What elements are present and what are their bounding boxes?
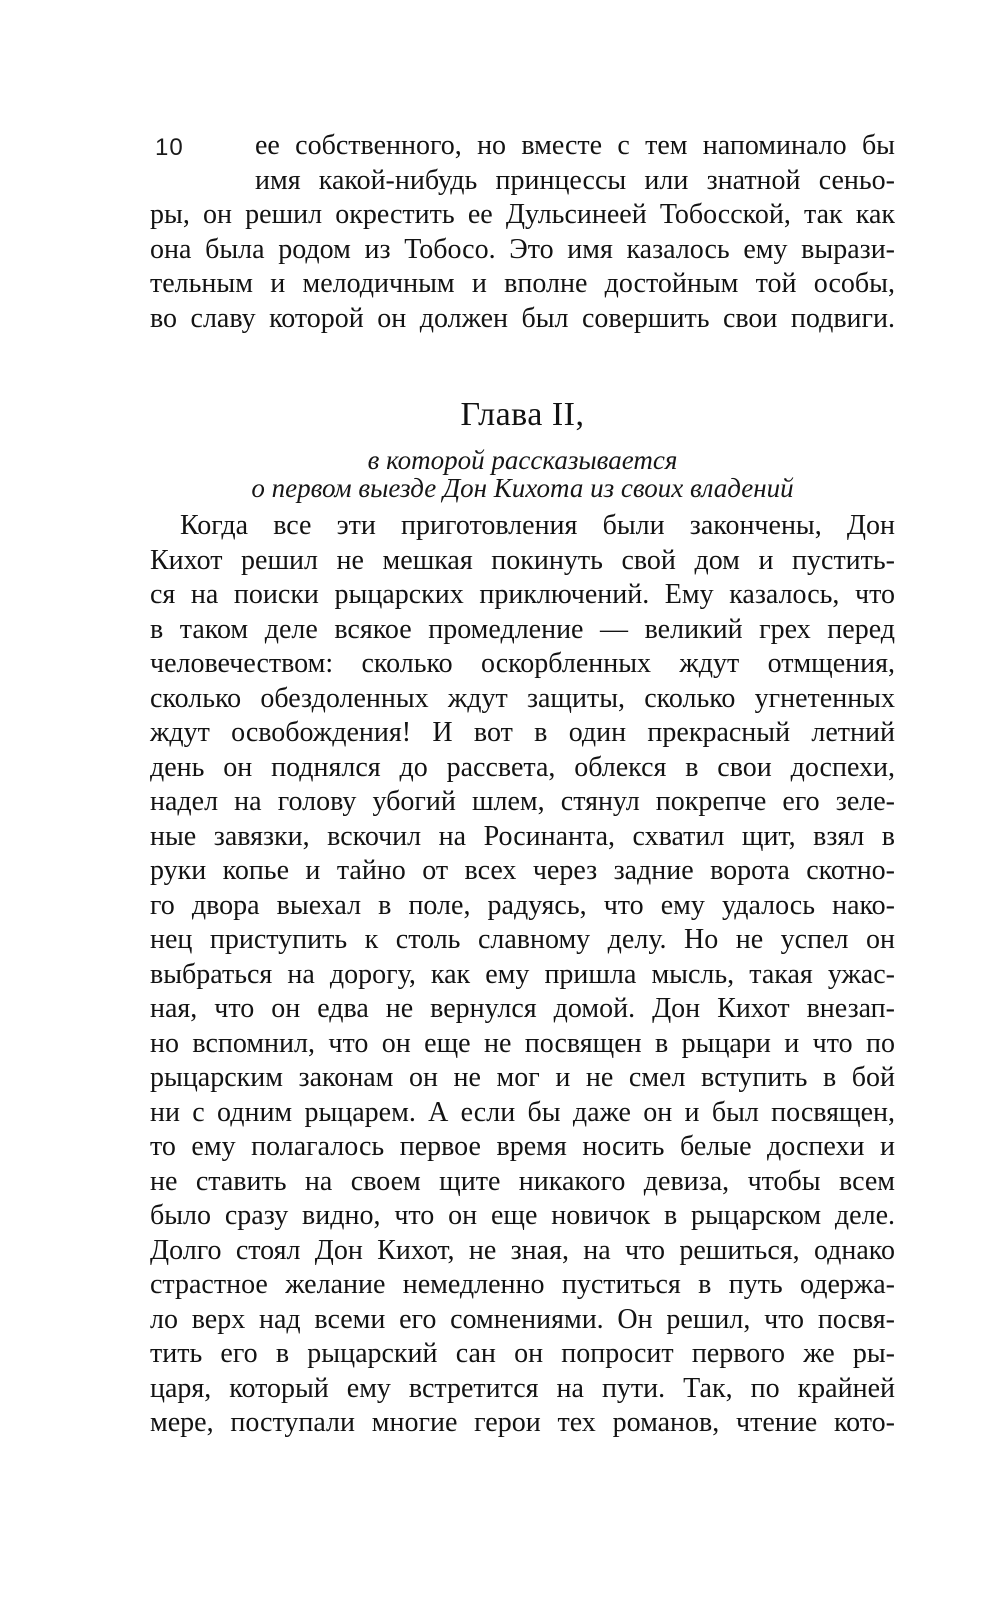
chapter-subtitle-line: о первом выезде Дон Кихота из своих владений bbox=[251, 473, 794, 503]
text-line: страстное желание немедленно пуститься в путь одержа- bbox=[150, 1269, 895, 1300]
text-line: Когда все эти приготовления были закончены, Дон bbox=[180, 510, 895, 541]
text-line: руки копье и тайно от всех через задние ворота скотно- bbox=[150, 855, 895, 886]
chapter-subtitle-line: в которой рассказывается bbox=[367, 445, 678, 475]
text-line: мере, поступали многие герои тех романов, чтение кото- bbox=[150, 1407, 895, 1438]
text-line: ло верх над всеми его сомнениями. Он решил, что посвя- bbox=[150, 1303, 895, 1335]
text-line: то ему полагалось первое время носить белые доспехи и bbox=[150, 1131, 895, 1162]
text-line: имя какой-нибудь принцессы или знатной сеньо- bbox=[255, 164, 895, 196]
text-line: сколько обездоленных ждут защиты, сколько угнетенных bbox=[150, 682, 895, 714]
text-line: было сразу видно, что он еще новичок в рыцарском деле. bbox=[150, 1200, 895, 1231]
chapter-heading: Глава II, bbox=[460, 396, 585, 433]
text-line: ся на поиски рыцарских приключений. Ему казалось, что bbox=[150, 579, 895, 610]
text-line: в таком деле всякое промедление — великий грех перед bbox=[150, 613, 895, 645]
text-line: но вспомнил, что он еще не посвящен в рыцари и что по bbox=[150, 1027, 895, 1059]
text-block bbox=[150, 129, 895, 1441]
text-line: день он поднялся до рассвета, облекся в свои доспехи, bbox=[150, 751, 895, 783]
text-line: она была родом из Тобосо. Это имя казалось ему вырази- bbox=[150, 233, 895, 265]
text-line: человечеством: сколько оскорбленных ждут отмщения, bbox=[150, 648, 895, 679]
chapter-subtitle bbox=[150, 446, 895, 502]
text-line: ни с одним рыцарем. А если бы даже он и был посвящен, bbox=[150, 1096, 895, 1128]
text-line: ные завязки, вскочил на Росинанта, схватил щит, взял в bbox=[150, 820, 895, 852]
paragraph-continuation bbox=[150, 129, 895, 336]
text-line: рыцарским законам он не мог и не смел вступить в бой bbox=[150, 1062, 895, 1093]
text-line: царя, который ему встретится на пути. Так, по крайней bbox=[150, 1372, 895, 1404]
text-line: надел на голову убогий шлем, стянул покрепче его зеле- bbox=[150, 786, 895, 817]
text-line: Кихот решил не мешкая покинуть свой дом и пустить- bbox=[150, 544, 895, 576]
text-line: ная, что он едва не вернулся домой. Дон Кихот внезап- bbox=[150, 993, 895, 1024]
text-line: Долго стоял Дон Кихот, не зная, на что решиться, однако bbox=[150, 1234, 895, 1266]
text-line: тить его в рыцарский сан он попросит первого же ры- bbox=[150, 1338, 895, 1369]
text-line: го двора выехал в поле, радуясь, что ему удалось нако- bbox=[150, 889, 895, 921]
text-line: ждут освобождения! И вот в один прекрасный летний bbox=[150, 717, 895, 748]
text-line: выбраться на дорогу, как ему пришла мысль, такая ужас- bbox=[150, 958, 895, 990]
text-line: ры, он решил окрестить ее Дульсинеей Тобосской, так как bbox=[150, 199, 895, 230]
text-line: во славу которой он должен был совершить свои подвиги. bbox=[150, 302, 895, 334]
text-line: нец приступить к столь славному делу. Но не успел он bbox=[150, 924, 895, 955]
text-line: ее собственного, но вместе с тем напоминало бы bbox=[255, 130, 895, 161]
page-number: 10 bbox=[155, 134, 184, 161]
text-line: тельным и мелодичным и вполне достойным той особы, bbox=[150, 268, 895, 299]
paragraph-main bbox=[150, 509, 895, 1441]
text-line: не ставить на своем щите никакого девиза, чтобы всем bbox=[150, 1165, 895, 1197]
